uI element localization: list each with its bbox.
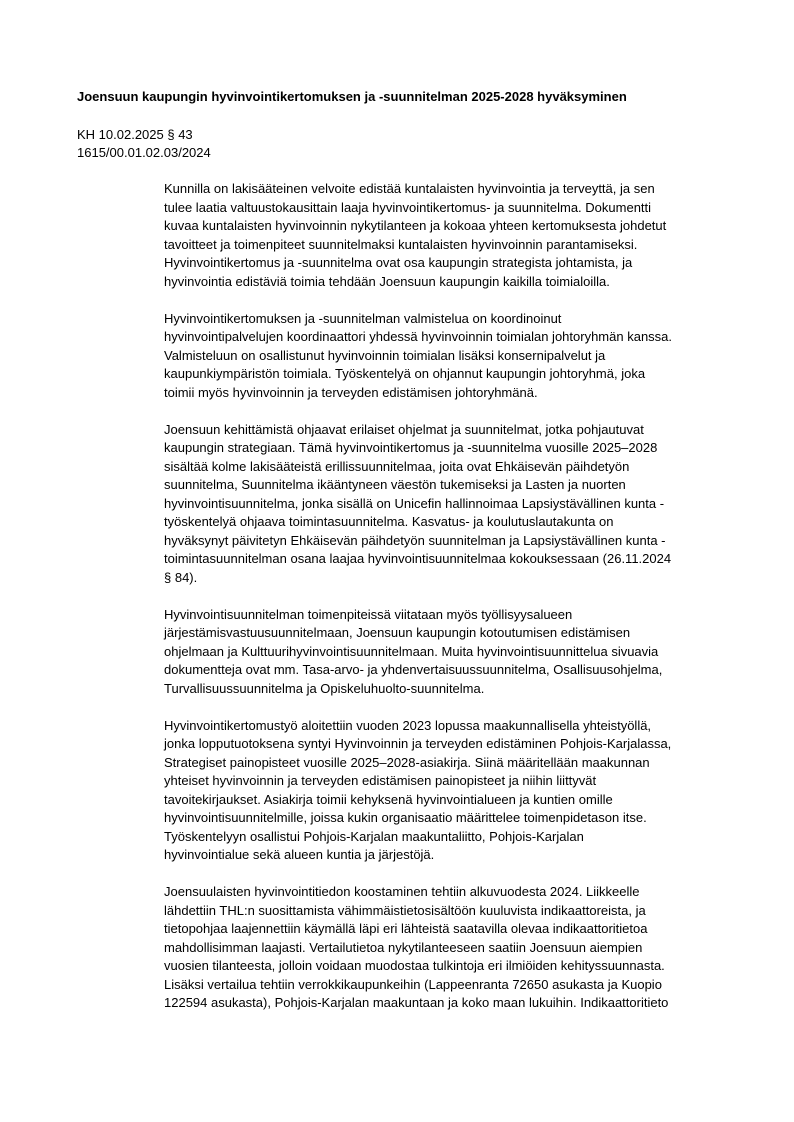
- paragraph-line: Strategiset painopisteet vuosille 2025–2028-asiakirja. Siinä määritellään maakunnan: [164, 754, 650, 770]
- paragraph-line: hyväksynyt päivitetyn Ehkäisevän päihdetyön suunnitelman ja Lapsiystävällinen kunta -: [164, 532, 666, 548]
- body-paragraph: [164, 717, 744, 865]
- paragraph-line: tavoitekirjaukset. Asiakirja toimii kehyksenä hyvinvointialueen ja kuntien omille: [164, 791, 613, 807]
- paragraph-line: sisältää kolme lakisääteistä erillissuunnitelmaa, joita ovat Ehkäisevän päihdetyön: [164, 458, 630, 474]
- paragraph-line: toimintasuunnitelman osana laajaa hyvinvointisuunnitelmaa kokouksessaan (26.11.2024: [164, 551, 672, 566]
- paragraph-line: hyvinvointialue sekä alueen kuntia ja järjestöjä.: [164, 847, 435, 862]
- paragraph-line: Turvallisuussuunnitelma ja Opiskeluhuolto-suunnitelma.: [164, 680, 485, 696]
- paragraph-line: Lisäksi vertailua tehtiin verrokkikaupunkeihin (Lappeenranta 72650 asukasta ja Kuopio: [164, 976, 662, 992]
- paragraph-line: jonka lopputuotoksena syntyi Hyvinvoinnin ja terveyden edistäminen Pohjois-Karjalassa,: [164, 736, 672, 751]
- paragraph-line: kuvaa kuntalaisten hyvinvoinnin nykytilanteen ja kokoaa yhteen kertomuksesta johdetut: [164, 218, 667, 233]
- paragraph-line: 122594 asukasta), Pohjois-Karjalan maakuntaan ja koko maan lukuihin. Indikaattoritieto: [164, 995, 669, 1010]
- paragraph-line: Hyvinvointikertomuksen ja -suunnitelman valmistelua on koordinoinut: [164, 310, 562, 326]
- paragraph-line: Joensuulaisten hyvinvointitiedon koostaminen tehtiin alkuvuodesta 2024. Liikkeelle: [164, 884, 640, 899]
- paragraph-line: hyvinvointia edistäviä toimia tehdään Joensuun kaupungin kaikilla toimialoilla.: [164, 273, 610, 289]
- body-paragraph: [164, 421, 744, 588]
- paragraph-line: kaupungin strategiaan. Tämä hyvinvointikertomus ja -suunnitelma vuosille 2025–2028: [164, 440, 658, 455]
- paragraph-line: ohjelmaan ja Kulttuurihyvinvointisuunnitelmaan. Muita hyvinvointisuunnittelua sivuavia: [164, 643, 659, 659]
- case-number: 1615/00.01.02.03/2024: [77, 145, 211, 160]
- paragraph-line: mahdollisimman laajasti. Vertailutietoa nykytilanteeseen saatiin Joensuun aiempien: [164, 939, 643, 955]
- paragraph-line: toimii myös hyvinvoinnin ja terveyden edistämisen johtoryhmänä.: [164, 384, 538, 400]
- paragraph-line: vuosien tilanteesta, jolloin voidaan muodostaa tulkintoja eri ilmiöiden kehityssuunnasta.: [164, 958, 665, 973]
- body-paragraph: [164, 606, 744, 699]
- paragraph-line: Hyvinvointikertomus ja -suunnitelma ovat osa kaupungin strategista johtamista, ja: [164, 255, 633, 270]
- paragraph-line: työskentelyä ohjaava toimintasuunnitelma. Kasvatus- ja koulutuslautakunta on: [164, 514, 614, 529]
- paragraph-line: Hyvinvointisuunnitelman toimenpiteissä viitataan myös työllisyysalueen: [164, 606, 573, 622]
- paragraph-line: tietopohjaa laajennettiin käymällä läpi eri lähteistä saatavilla olevaa indikaattoritietoa: [164, 921, 648, 936]
- paragraph-line: tavoitteet ja toimenpiteet suunnitelmaksi kuntalaisten hyvinvoinnin parantamiseksi.: [164, 236, 638, 252]
- paragraph-line: tulee laatia valtuustokausittain laaja hyvinvointikertomus- ja suunnitelma. Dokumentti: [164, 199, 652, 215]
- paragraph-line: Työskentelyyn osallistui Pohjois-Karjalan maakuntaliitto, Pohjois-Karjalan: [164, 828, 584, 844]
- paragraph-line: hyvinvointipalvelujen koordinaattori yhdessä hyvinvoinnin toimialan johtoryhmän kanssa.: [164, 329, 673, 344]
- paragraph-line: Joensuun kehittämistä ohjaavat erilaiset ohjelmat ja suunnitelmat, jotka pohjautuvat: [164, 421, 644, 437]
- paragraph-line: Kunnilla on lakisääteinen velvoite edistää kuntalaisten hyvinvointia ja terveyttä, ja sen: [164, 181, 655, 196]
- paragraph-line: järjestämisvastuusuunnitelmaan, Joensuun kaupungin kotoutumisen edistämisen: [164, 625, 631, 640]
- paragraph-line: yhteiset hyvinvoinnin ja terveyden edistämisen painopisteet ja niihin liittyvät: [164, 773, 597, 788]
- document-title: Joensuun kaupungin hyvinvointikertomuksen ja -suunnitelman 2025-2028 hyväksyminen: [77, 89, 627, 104]
- paragraph-line: lähdettiin THL:n suosittamista vähimmäistietosisältöön kuuluvista indikaattoreista, ja: [164, 902, 646, 918]
- paragraph-line: Hyvinvointikertomustyö aloitettiin vuoden 2023 lopussa maakunnallisella yhteistyöllä,: [164, 717, 652, 733]
- meeting-reference: [77, 126, 211, 162]
- body-paragraph: [164, 883, 744, 1013]
- paragraph-line: dokumentteja ovat mm. Tasa-arvo- ja yhdenvertaisuussuunnitelma, Osallisuusohjelma,: [164, 662, 663, 677]
- paragraph-line: Valmisteluun on osallistunut hyvinvoinnin toimialan lisäksi konsernipalvelut ja: [164, 347, 606, 363]
- body-paragraph: [164, 310, 744, 403]
- paragraph-line: § 84).: [164, 569, 198, 585]
- document-body: [164, 180, 744, 1031]
- body-paragraph: [164, 180, 744, 291]
- paragraph-line: hyvinvointisuunnitelma, jonka sisällä on Unicefin hallinnoimaa Lapsiystävällinen kunta -: [164, 495, 665, 511]
- meeting-date-section: KH 10.02.2025 § 43: [77, 127, 193, 142]
- paragraph-line: kaupunkiympäristön toimiala. Työskentelyä on ohjannut kaupungin johtoryhmä, joka: [164, 366, 646, 381]
- paragraph-line: suunnitelma, Suunnitelma ikääntyneen väestön tukemiseksi ja Lasten ja nuorten: [164, 477, 626, 492]
- paragraph-line: hyvinvointisuunnitelmille, joissa kukin organisaatio määrittelee toimenpidetason itse.: [164, 810, 647, 825]
